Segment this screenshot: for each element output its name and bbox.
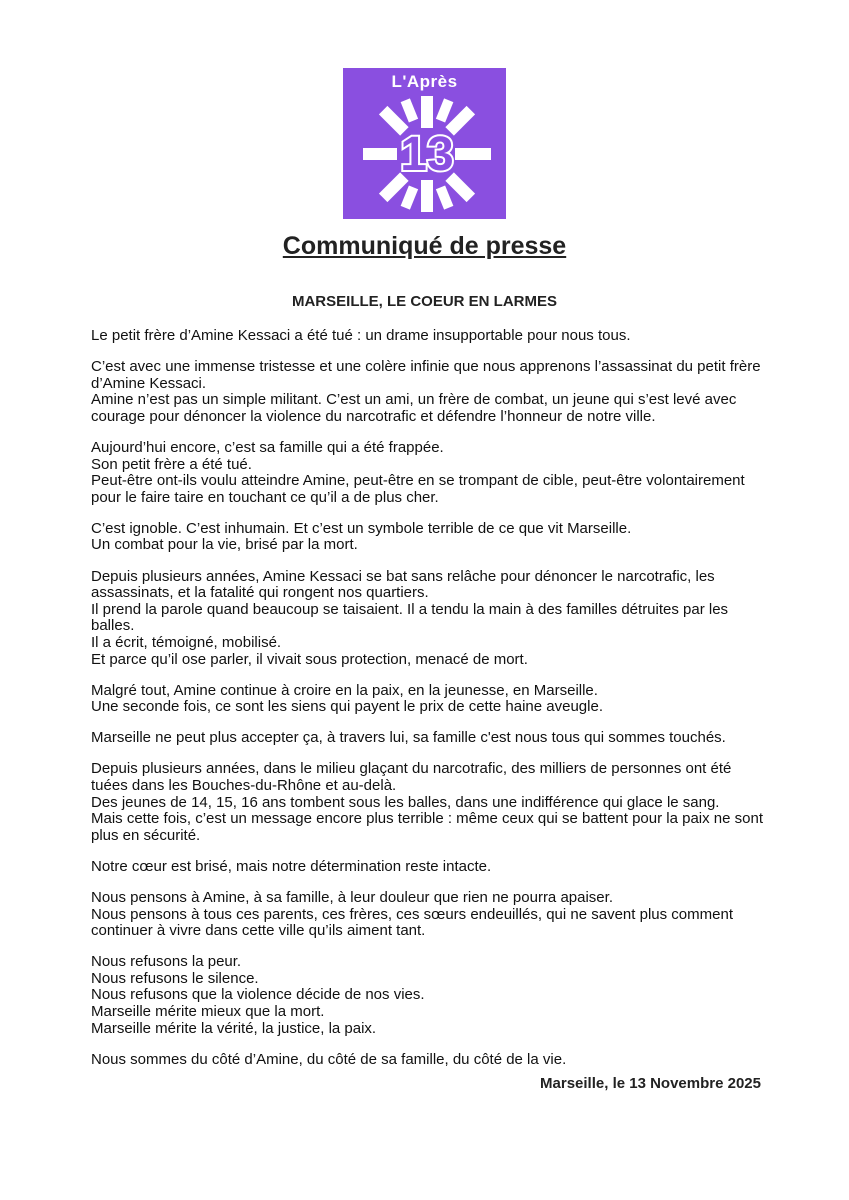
logo-number: 13 (400, 128, 454, 181)
paragraph-line: Il a écrit, témoigné, mobilisé. (91, 633, 282, 651)
paragraph-line: plus en sécurité. (91, 826, 201, 844)
paragraph-line: Nous refusons le silence. (91, 969, 259, 987)
paragraph (91, 440, 763, 506)
paragraph-line: Depuis plusieurs années, dans le milieu glaçant du narcotrafic, des milliers de personnes ont été (91, 760, 732, 778)
signature: Marseille, le 13 Novembre 2025 (540, 1075, 761, 1092)
paragraph-line: Nous sommes du côté d’Amine, du côté de sa famille, du côté de la vie. (91, 1050, 567, 1068)
paragraph (91, 730, 763, 747)
paragraph (91, 761, 763, 844)
paragraph-line: Peut-être ont-ils voulu atteindre Amine, peut-être en se trompant de cible, peut-être volontairement (91, 472, 745, 490)
paragraph (91, 521, 763, 554)
paragraph-line: Notre cœur est brisé, mais notre détermination reste intacte. (91, 857, 492, 875)
paragraph-line: Un combat pour la vie, brisé par la mort. (91, 536, 358, 554)
paragraph-line: Une seconde fois, ce sont les siens qui payent le prix de cette haine aveugle. (91, 698, 603, 716)
lapres13-logo (343, 68, 506, 219)
paragraph-line: Nous pensons à Amine, à sa famille, à leur douleur que rien ne pourra apaiser. (91, 888, 613, 906)
paragraph-line: pour le faire taire en touchant ce qu’il a de plus cher. (91, 488, 439, 506)
paragraph-line: Mais cette fois, c’est un message encore plus terrible : même ceux qui se battent pour la paix ne sont (91, 810, 764, 828)
logo-text: L'Après (391, 72, 458, 91)
paragraph-line: courage pour dénoncer la violence du narcotrafic et défendre l’honneur de notre ville. (91, 407, 656, 425)
page-title: Communiqué de presse (282, 232, 567, 260)
paragraph-line: Aujourd’hui encore, c’est sa famille qui a été frappée. (91, 438, 444, 456)
paragraph (91, 328, 763, 345)
paragraph-line: continuer à vivre dans cette ville qu’ils aiment tant. (91, 922, 426, 940)
paragraph-line: Marseille mérite la vérité, la justice, la paix. (91, 1019, 377, 1037)
paragraph-line: d’Amine Kessaci. (91, 374, 207, 392)
paragraph-line: Marseille mérite mieux que la mort. (91, 1003, 325, 1020)
paragraph (91, 954, 763, 1037)
paragraph-line: Nous refusons que la violence décide de nos vies. (91, 986, 425, 1004)
paragraph-line: assassinats, et la fatalité qui rongent nos quartiers. (91, 584, 429, 602)
paragraph-line: Et parce qu’il ose parler, il vivait sous protection, menacé de mort. (91, 650, 528, 668)
paragraph-line: tuées dans les Bouches-du-Rhône et au-delà. (91, 776, 397, 794)
paragraph-line: Il prend la parole quand beaucoup se taisaient. Il a tendu la main à des familles détruites par les balles. (91, 600, 729, 635)
page-subtitle: MARSEILLE, LE COEUR EN LARMES (291, 293, 557, 310)
paragraph (91, 683, 763, 716)
paragraph-line: Depuis plusieurs années, Amine Kessaci se bat sans relâche pour dénoncer le narcotrafic, les (91, 567, 715, 585)
paragraph (91, 1052, 763, 1069)
paragraph-line: Le petit frère d’Amine Kessaci a été tué : un drame insupportable pour nous tous. (91, 327, 631, 344)
paragraph-line: Nous refusons la peur. (91, 953, 242, 971)
paragraph-line: Malgré tout, Amine continue à croire en la paix, en la jeunesse, en Marseille. (91, 681, 598, 699)
paragraph-line: C’est ignoble. C’est inhumain. Et c’est un symbole terrible de ce que vit Marseille. (91, 519, 632, 537)
paragraph (91, 359, 763, 425)
paragraph-line: C’est avec une immense tristesse et une colère infinie que nous apprenons l’assassinat du petit frère (91, 358, 761, 376)
paragraph-line: Marseille ne peut plus accepter ça, à travers lui, sa famille c'est nous tous qui sommes touchés. (91, 729, 726, 747)
paragraph (91, 859, 763, 876)
press-release-body (91, 328, 763, 1083)
paragraph-line: Amine n’est pas un simple militant. C’est un ami, un frère de combat, un jeune qui s’est levé avec (91, 391, 737, 409)
paragraph-line: Nous pensons à tous ces parents, ces frères, ces sœurs endeuillés, qui ne savent plus comment (91, 905, 733, 923)
paragraph-line: Son petit frère a été tué. (91, 455, 252, 473)
paragraph (91, 890, 763, 940)
paragraph-line: Des jeunes de 14, 15, 16 ans tombent sous les balles, dans une indifférence qui glace le sang. (91, 793, 720, 811)
paragraph (91, 569, 763, 669)
